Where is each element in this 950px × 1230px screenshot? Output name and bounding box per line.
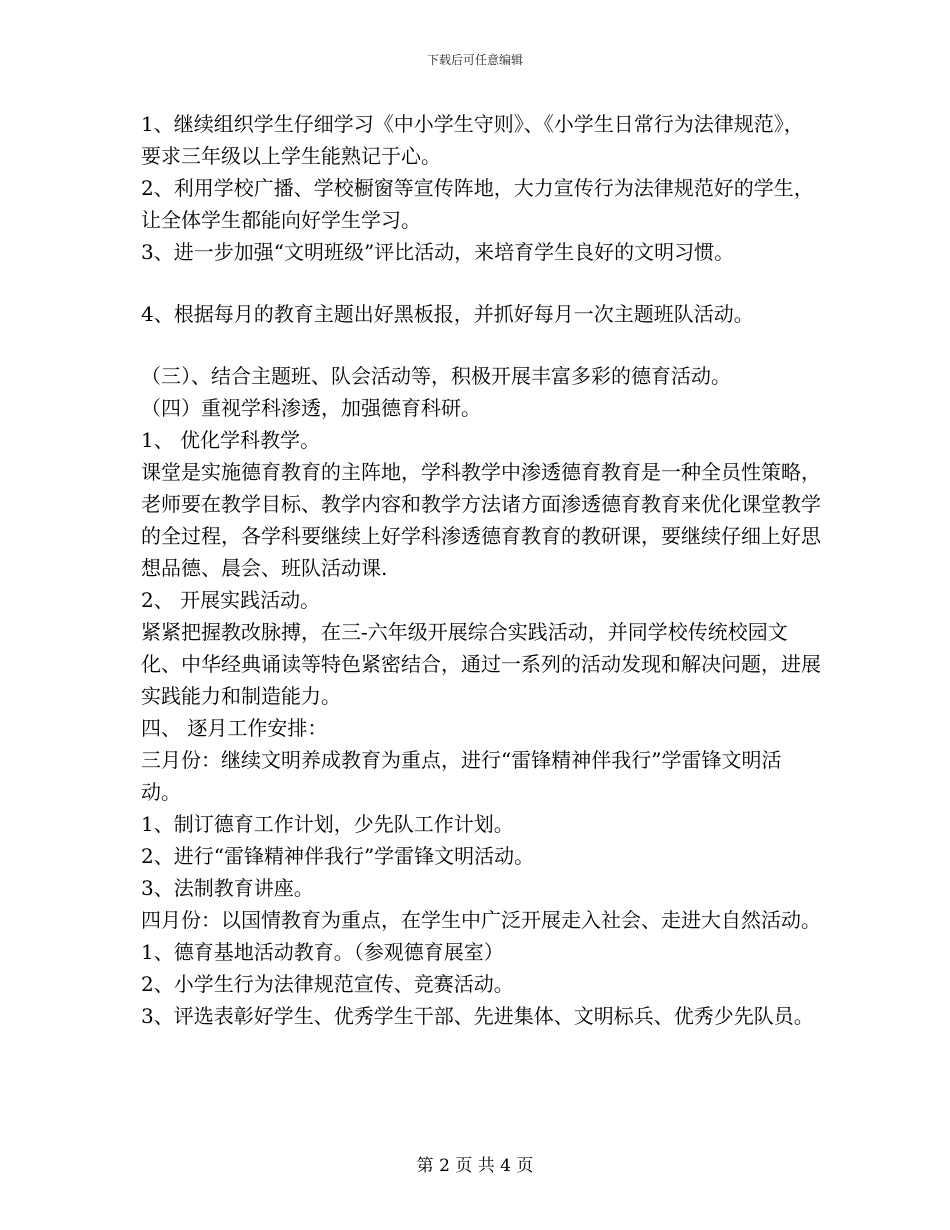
paragraph: 4、根据每月的教育主题出好黑板报，并抓好每月一次主题班队活动。 bbox=[141, 302, 754, 326]
page-header: 下载后可任意编辑 bbox=[426, 53, 523, 67]
paragraph: 四、 逐月工作安排： bbox=[141, 716, 328, 740]
paragraph-gap bbox=[141, 268, 821, 298]
paragraph-gap bbox=[141, 330, 821, 360]
paragraph: 四月份：以国情教育为重点，在学生中广泛开展走入社会、走进大自然活动。 bbox=[141, 908, 821, 932]
paragraph: 1、制订德育工作计划，少先队工作计划。 bbox=[141, 812, 514, 836]
paragraph: 3、进一步加强“文明班级”评比活动，来培育学生良好的文明习惯。 bbox=[141, 240, 735, 264]
paragraph: 2、利用学校广播、学校橱窗等宣传阵地，大力宣传行为法律规范好的学生，让全体学生都能向好学生学习。 bbox=[141, 176, 814, 232]
paragraph: 1、德育基地活动教育。（参观德育展室） bbox=[141, 940, 504, 964]
paragraph: 3、法制教育讲座。 bbox=[141, 876, 314, 900]
paragraph: 课堂是实施德育教育的主阵地，学科教学中渗透德育教育是一种全员性策略，老师要在教学目标、教学内容和教学方法诸方面渗透德育教育来优化课堂教学的全过程，各学科要继续上好学科渗透德育教育的教研课，要继续仔细上好思想品德、晨会、班队活动课. bbox=[141, 460, 821, 580]
paragraph: 3、评选表彰好学生、优秀学生干部、先进集体、文明标兵、优秀少先队员。 bbox=[141, 1004, 814, 1028]
paragraph: 紧紧把握教改脉搏，在三-六年级开展综合实践活动，并同学校传统校园文化、中华经典诵读等特色紧密结合，通过一系列的活动发现和解决问题，进展实践能力和制造能力。 bbox=[141, 620, 821, 708]
paragraph: 2、 开展实践活动。 bbox=[141, 588, 321, 612]
paragraph: 1、继续组织学生仔细学习《中小学生守则》、《小学生日常行为法律规范》，要求三年级以上学生能熟记于心。 bbox=[141, 112, 804, 168]
paragraph: 2、进行“雷锋精神伴我行”学雷锋文明活动。 bbox=[141, 844, 535, 868]
paragraph: 三月份：继续文明养成教育为重点，进行“雷锋精神伴我行”学雷锋文明活动。 bbox=[141, 748, 782, 804]
paragraph: （四）重视学科渗透，加强德育科研。 bbox=[141, 396, 481, 420]
paragraph: 2、小学生行为法律规范宣传、竞赛活动。 bbox=[141, 972, 514, 996]
page-footer: 第 2 页 共 4 页 bbox=[416, 1156, 534, 1176]
document-body bbox=[141, 108, 821, 1032]
paragraph: （三）、结合主题班、队会活动等，积极开展丰富多彩的德育活动。 bbox=[141, 364, 731, 388]
paragraph: 1、 优化学科教学。 bbox=[141, 428, 321, 452]
